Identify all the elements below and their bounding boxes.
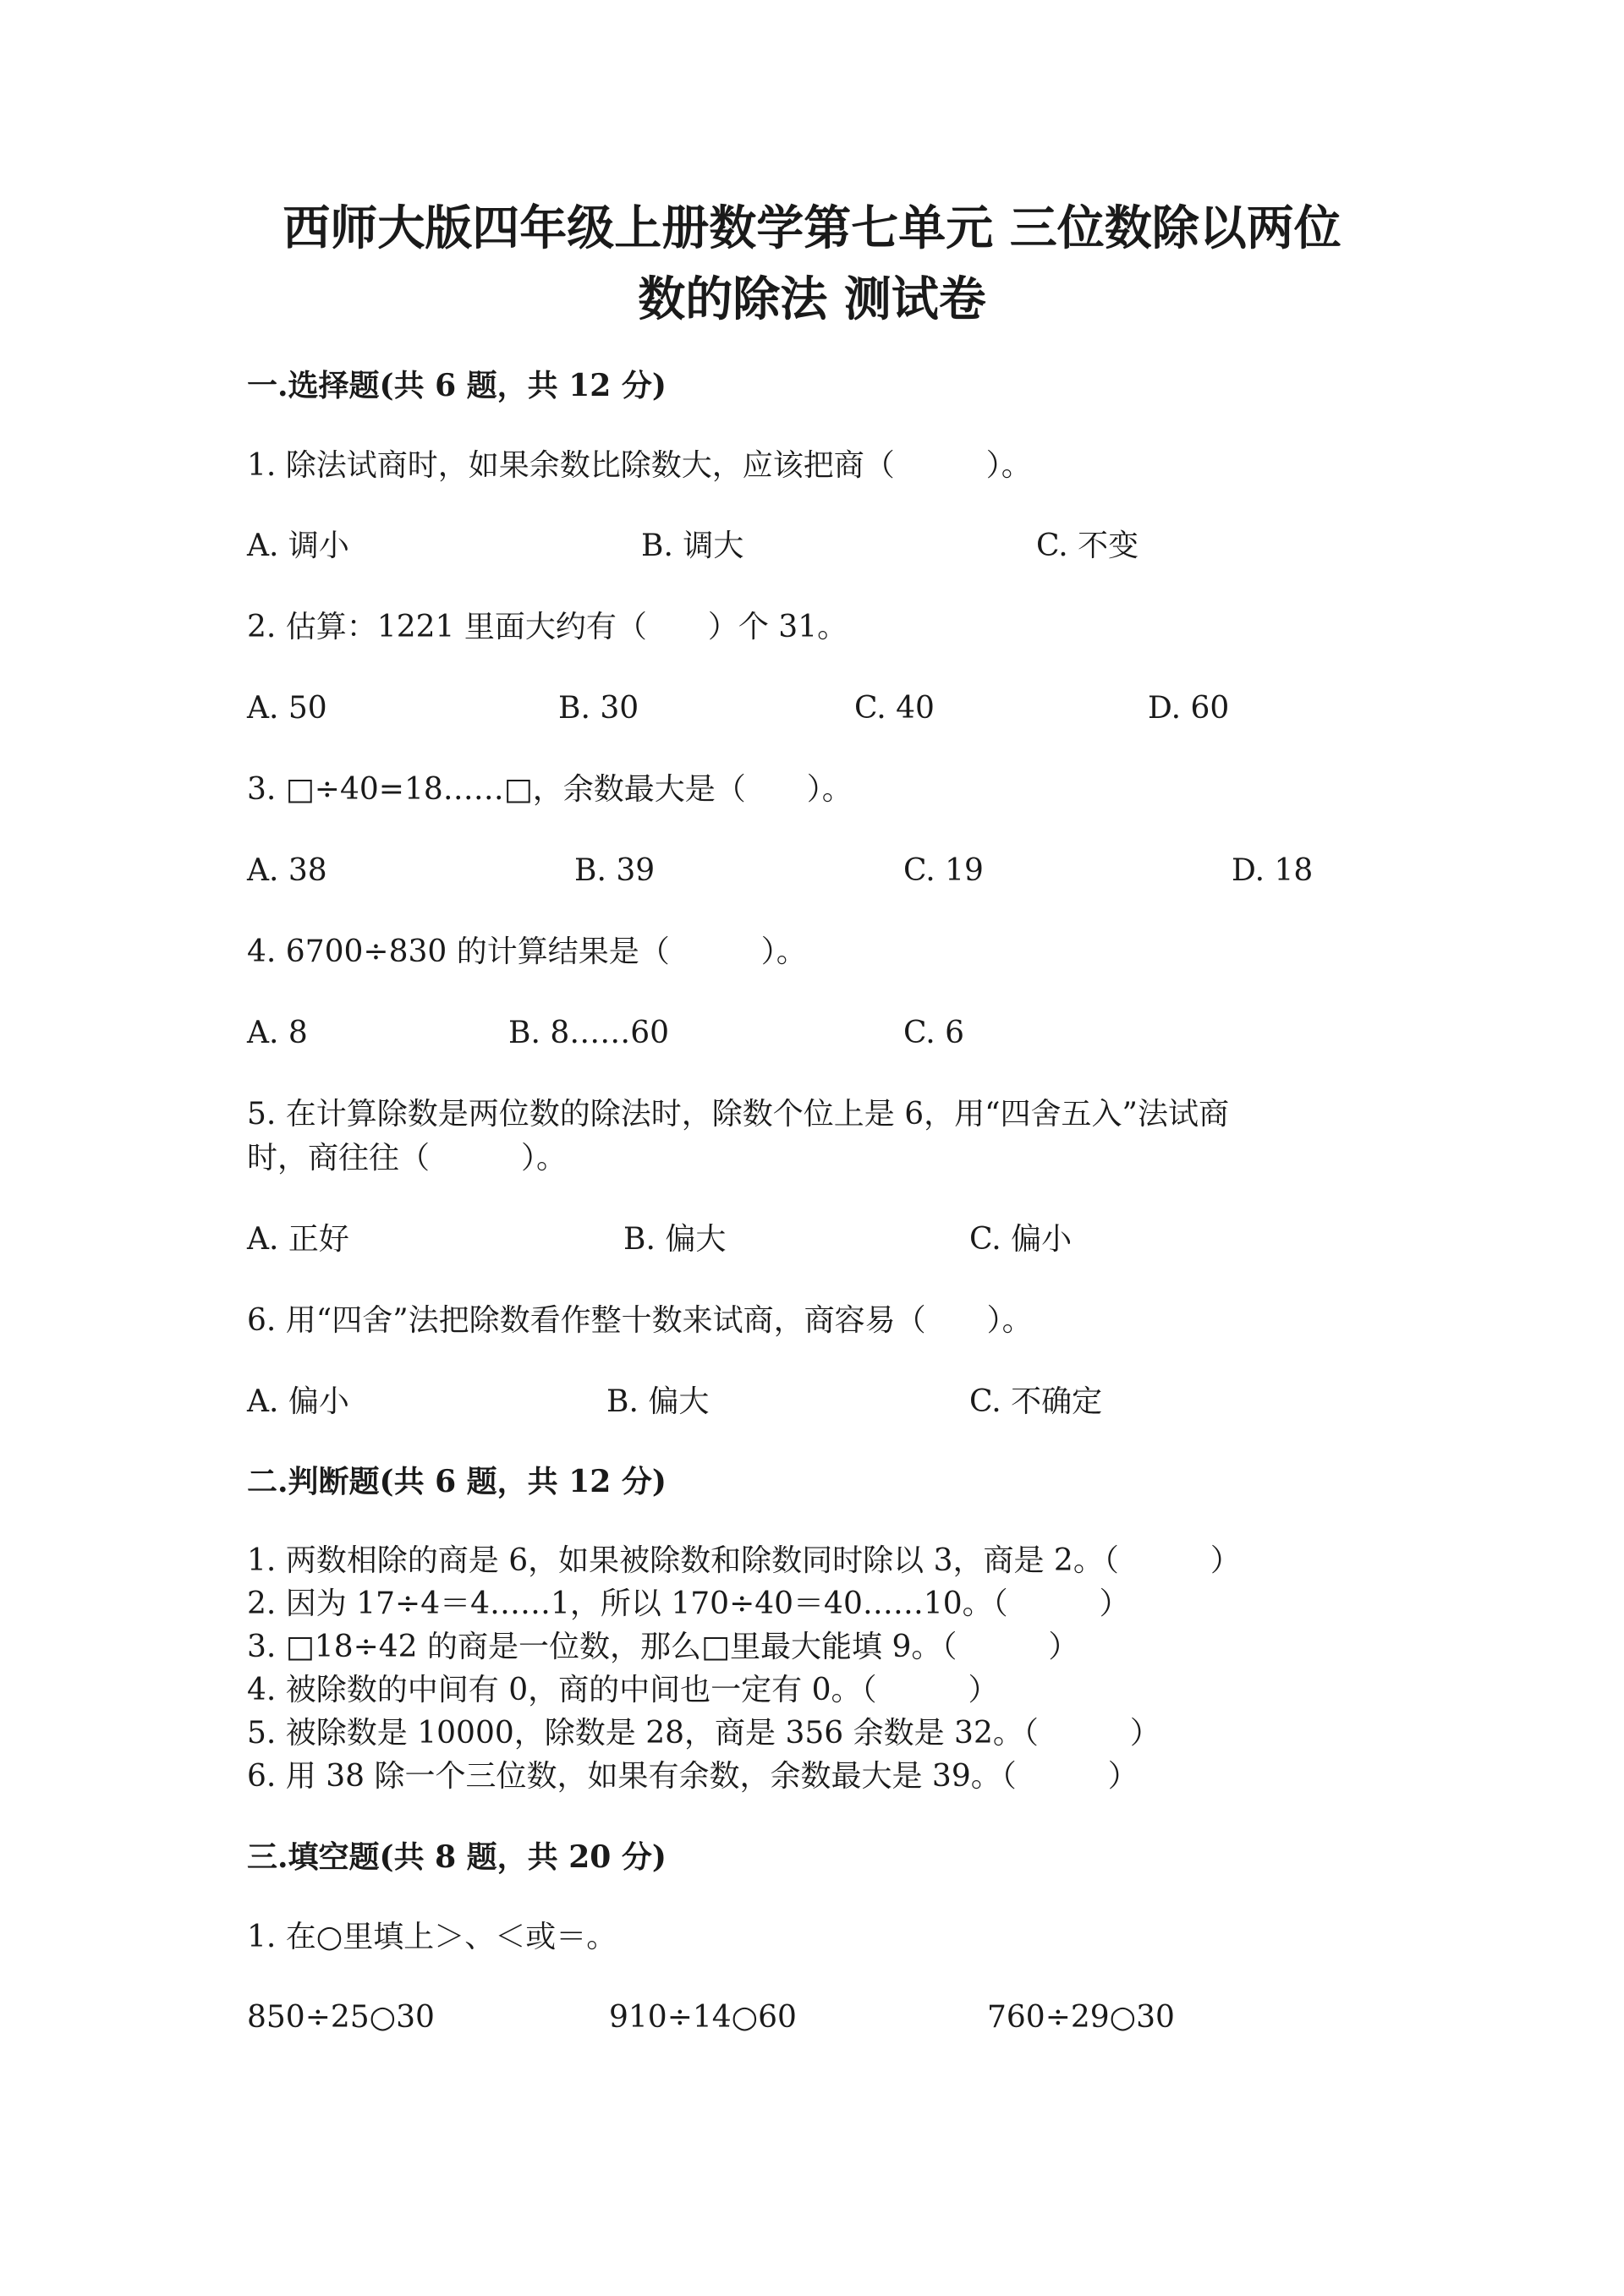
comparison-item: 760÷29○30 bbox=[987, 2000, 1175, 2035]
option-a: A. 8 bbox=[247, 1016, 308, 1050]
option-c: C. 6 bbox=[903, 1016, 965, 1050]
comparison-item: 910÷14○60 bbox=[609, 2000, 797, 2035]
section-heading-judgment: 二.判断题(共 6 题，共 12 分) bbox=[247, 1464, 667, 1499]
judgment-item: 2. 因为 17÷4＝4……1，所以 170÷40＝40……10。（ ） bbox=[247, 1586, 1130, 1621]
option-a: A. 50 bbox=[247, 691, 327, 726]
option-a: A. 38 bbox=[247, 853, 327, 888]
option-a: A. 偏小 bbox=[247, 1384, 349, 1419]
section-heading-choice: 一.选择题(共 6 题，共 12 分) bbox=[247, 368, 667, 403]
page-title-line-1: 西师大版四年级上册数学第七单元 三位数除以两位 bbox=[283, 200, 1341, 256]
option-a: A. 正好 bbox=[247, 1222, 349, 1257]
option-b: B. 调大 bbox=[641, 529, 744, 563]
option-a: A. 调小 bbox=[247, 529, 349, 563]
option-c: C. 不确定 bbox=[969, 1384, 1103, 1419]
option-d: D. 60 bbox=[1148, 691, 1230, 726]
judgment-item: 6. 用 38 除一个三位数，如果有余数，余数最大是 39。（ ） bbox=[247, 1759, 1138, 1794]
option-c: C. 19 bbox=[903, 853, 984, 888]
question-text-continued: 时，商往往（ ）。 bbox=[247, 1141, 568, 1175]
comparison-item: 850÷25○30 bbox=[247, 2000, 435, 2035]
judgment-item: 1. 两数相除的商是 6，如果被除数和除数同时除以 3，商是 2。（ ） bbox=[247, 1543, 1241, 1578]
question-text: 3. □÷40=18……□，余数最大是（ ）。 bbox=[247, 772, 853, 807]
question-text: 6. 用“四舍”法把除数看作整十数来试商，商容易（ ）。 bbox=[247, 1303, 1033, 1338]
question-text: 4. 6700÷830 的计算结果是（ ）。 bbox=[247, 934, 807, 969]
option-c: C. 不变 bbox=[1036, 529, 1139, 563]
question-text: 1. 在○里填上＞、＜或＝。 bbox=[247, 1920, 617, 1954]
option-d: D. 18 bbox=[1232, 853, 1314, 888]
option-b: B. 偏大 bbox=[623, 1222, 727, 1257]
option-b: B. 30 bbox=[558, 691, 639, 726]
option-b: B. 偏大 bbox=[606, 1384, 710, 1419]
option-c: C. 偏小 bbox=[969, 1222, 1073, 1257]
question-text: 1. 除法试商时，如果余数比除数大，应该把商（ ）。 bbox=[247, 448, 1032, 483]
section-heading-fill-blank: 三.填空题(共 8 题，共 20 分) bbox=[247, 1839, 667, 1875]
option-b: B. 8……60 bbox=[508, 1016, 670, 1050]
question-text: 2. 估算：1221 里面大约有（ ）个 31。 bbox=[247, 610, 848, 644]
page-title-line-2: 数的除法 测试卷 bbox=[638, 271, 986, 327]
judgment-item: 4. 被除数的中间有 0，商的中间也一定有 0。（ ） bbox=[247, 1673, 999, 1707]
option-b: B. 39 bbox=[574, 853, 656, 888]
judgment-item: 5. 被除数是 10000，除数是 28，商是 356 余数是 32。（ ） bbox=[247, 1716, 1160, 1751]
question-text: 5. 在计算除数是两位数的除法时，除数个位上是 6，用“四舍五入”法试商 bbox=[247, 1097, 1229, 1132]
judgment-item: 3. □18÷42 的商是一位数，那么□里最大能填 9。（ ） bbox=[247, 1630, 1079, 1664]
option-c: C. 40 bbox=[854, 691, 935, 726]
